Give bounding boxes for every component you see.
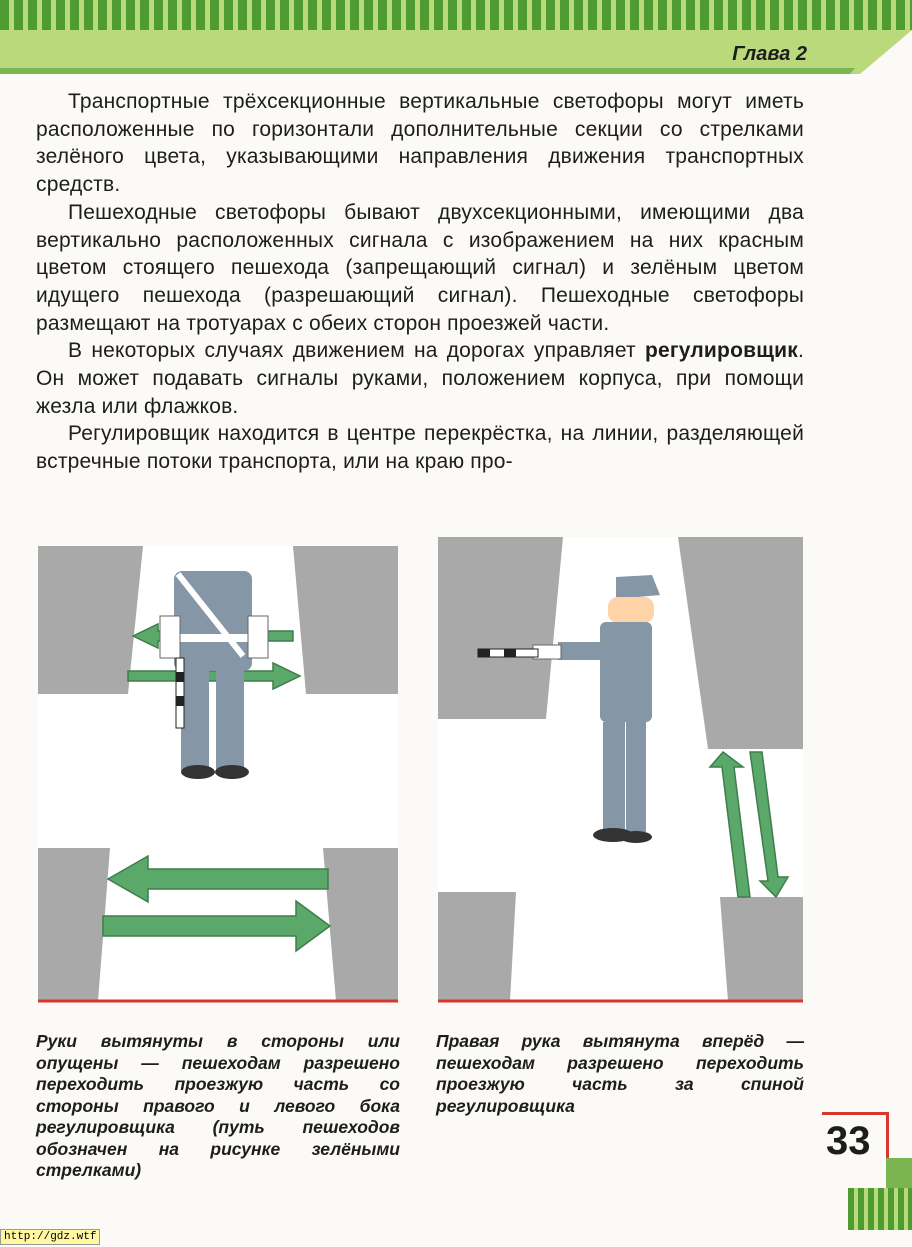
term-highlight: регулировщик [644, 339, 798, 363]
corner-decoration [886, 1158, 912, 1188]
asphalt-block [38, 848, 110, 1001]
asphalt-block [293, 546, 398, 694]
main-text [36, 88, 804, 476]
paragraph: Транспортные трёхсекционные вертикальные светофоры могут иметь расположенные по горизонтали дополнительные секции со стрелками зелёного цвета, указывающими направления движения транспортных средств. [36, 90, 804, 197]
asphalt-block [438, 537, 563, 719]
asphalt-block [438, 892, 516, 1001]
corner-stripes [848, 1188, 912, 1230]
asphalt-block [323, 848, 398, 1001]
paragraph: Регулировщик находится в центре перекрёстка, на линии, разделяющей встречные потоки транспорта, или на краю про- [36, 422, 804, 474]
figure-right-illustration [438, 537, 803, 1003]
top-stripe-band [0, 0, 912, 30]
paragraph: Пешеходные светофоры бывают двухсекционными, имеющими два вертикально расположенных сигнала с изображением на них красным цветом стоящего пешехода (запрещающий сигнал) и зелёным цветом идущего пешехода (разрешающий сигнал). Пешеходные светофоры размещают на тротуарах с обеих сторон проезжей части. [36, 200, 804, 335]
caption-left: Руки вытянуты в стороны или опущены — пешеходам разрешено переходить проезжую часть со стороны правого и левого бока регулировщика (путь пешеходов обозначен на рисунке зелёными стрелками) [36, 1031, 400, 1180]
watermark-link[interactable]: http://gdz.wtf [0, 1229, 100, 1245]
figure-left-illustration [38, 546, 398, 1003]
chapter-label: Глава 2 [732, 43, 807, 65]
caption-right: Правая рука вытянута вперёд — пешеходам разрешено переходить проезжую часть за спиной регулировщика [436, 1031, 804, 1116]
page-number: 33 [826, 1119, 871, 1163]
paragraph: В некоторых случаях движением на дорогах управляет регулировщик. Он может подавать сигналы руками, положением корпуса, при помощи жезла или флажков. [36, 339, 804, 418]
asphalt-block [720, 897, 803, 1001]
